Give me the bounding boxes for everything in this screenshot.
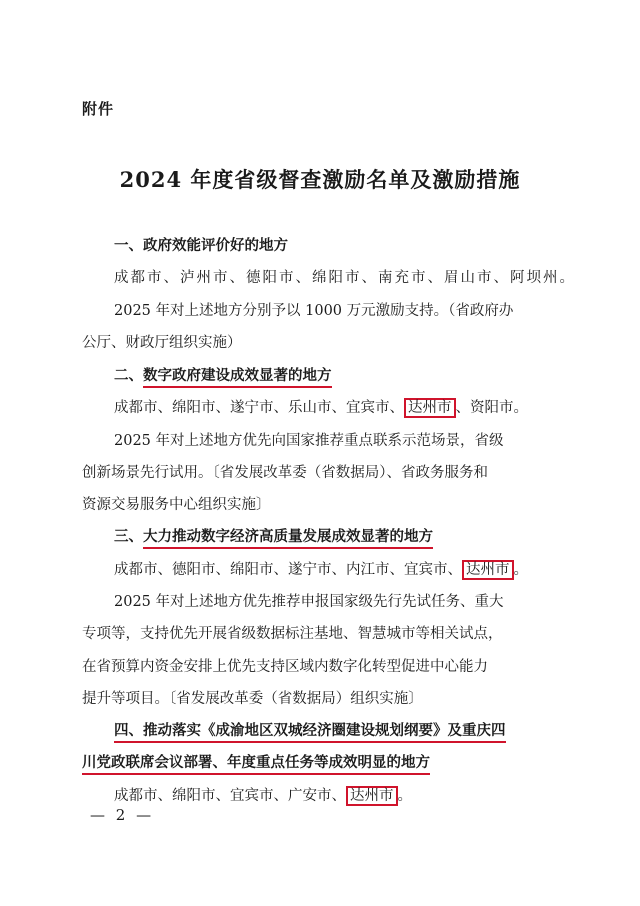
- section-2-places-before: 成都市、绵阳市、遂宁市、乐山市、宜宾市、: [114, 400, 404, 416]
- section-3-highlight-box: 达州市: [462, 560, 514, 580]
- section-3-measure-line-1: 2025 年对上述地方优先推荐申报国家级先行先试任务、重大: [114, 594, 504, 610]
- section-2-prefix: 二、: [114, 368, 143, 384]
- section-4-heading-line-2: [82, 753, 560, 773]
- section-1-heading: [114, 236, 560, 256]
- section-3-heading: [114, 527, 560, 547]
- section-1-measure-line-2: 公厅、财政厅组织实施）: [82, 335, 242, 351]
- document-title: 2024 年度省级督查激励名单及激励措施: [119, 167, 521, 192]
- section-3-places-after: 。: [513, 562, 528, 578]
- section-3-measure-line-4: 提升等项目。〔省发展改革委（省数据局）组织实施〕: [82, 691, 423, 707]
- section-2-measure-line-2: 创新场景先行试用。〔省发展改革委（省数据局）、省政务服务和: [82, 465, 488, 481]
- page-number: — 2 —: [90, 806, 155, 824]
- section-2-measure-line-1: 2025 年对上述地方优先向国家推荐重点联系示范场景，省级: [114, 433, 504, 449]
- section-2-heading-text: 数字政府建设成效显著的地方: [143, 368, 332, 388]
- section-4-places: [114, 786, 560, 806]
- section-4-places-after: 。: [397, 788, 412, 804]
- section-3-places: [114, 560, 560, 580]
- section-4-heading-text-2: 川党政联席会议部署、年度重点任务等成效明显的地方: [82, 755, 430, 775]
- section-4-places-before: 成都市、绵阳市、宜宾市、广安市、: [114, 788, 346, 804]
- section-4-prefix: 四、: [114, 723, 143, 739]
- section-4-heading-line-1: [114, 721, 560, 741]
- section-3-places-before: 成都市、德阳市、绵阳市、遂宁市、内江市、宜宾市、: [114, 562, 462, 578]
- section-2-highlight-box: 达州市: [404, 398, 456, 418]
- section-3-prefix: 三、: [114, 529, 143, 545]
- section-2-places-after: 、资阳市。: [455, 400, 528, 416]
- section-4-heading-part-1: [114, 723, 506, 743]
- attachment-label: 附件: [82, 100, 115, 118]
- section-1-places: 成都市、泸州市、德阳市、绵阳市、南充市、眉山市、阿坝州。: [114, 270, 576, 286]
- section-4-heading-text-1: 推动落实《成渝地区双城经济圈建设规划纲要》及重庆四: [143, 723, 506, 739]
- section-1-measure-line-1: 2025 年对上述地方分别予以 1000 万元激励支持。（省政府办: [114, 303, 514, 319]
- section-2-measure-line-3: 资源交易服务中心组织实施〕: [82, 497, 271, 513]
- section-3-measure-line-2: 专项等，支持优先开展省级数据标注基地、智慧城市等相关试点，: [82, 626, 503, 642]
- section-2-heading: [114, 366, 560, 386]
- section-1-prefix: 一、: [114, 238, 143, 254]
- section-4-highlight-box: 达州市: [346, 786, 398, 806]
- section-3-measure-line-3: 在省预算内资金安排上优先支持区域内数字化转型促进中心能力: [82, 659, 488, 675]
- section-3-heading-text: 大力推动数字经济高质量发展成效显著的地方: [143, 529, 433, 549]
- section-1-heading-text: 政府效能评价好的地方: [143, 238, 288, 254]
- section-2-places: [114, 398, 560, 418]
